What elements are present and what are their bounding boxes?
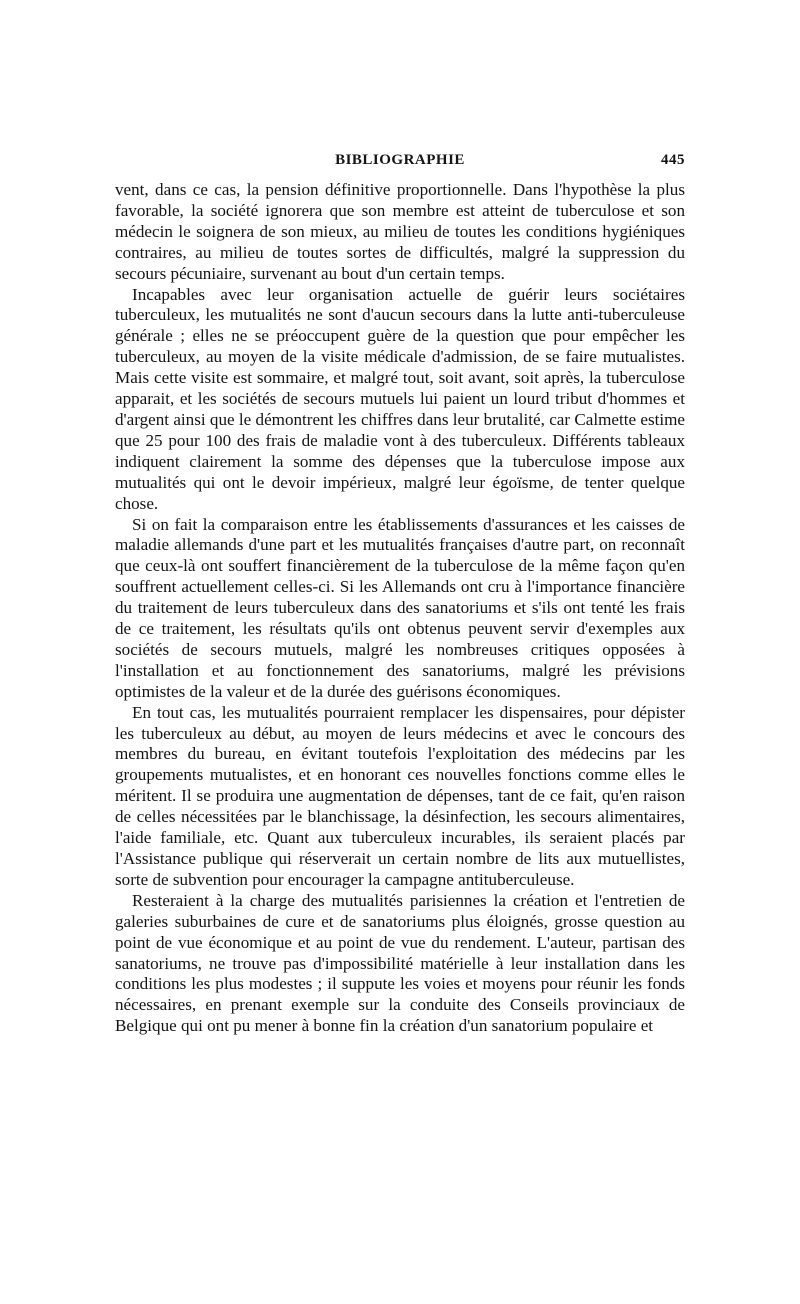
paragraph: Resteraient à la charge des mutualités parisiennes la création et l'entretien de galeries suburbaines de cure et de sanatoriums plus éloignés, grosse question au point de vue économique et au point de vue du rendement. L'auteur, partisan des sanatoriums, ne trouve pas d'impossibilité matérielle à leur installation dans les conditions les plus modestes ; il suppute les voies et moyens pour réunir les fonds nécessaires, en prenant exemple sur la conduite des Conseils provinciaux de Belgique qui ont pu mener à bonne fin la création d'un sanatorium populaire et — [115, 890, 685, 1036]
running-header — [115, 150, 685, 176]
page-number: 445 — [661, 152, 685, 168]
body-text — [115, 180, 685, 1037]
paragraph-continued: vent, dans ce cas, la pension définitive proportionnelle. Dans l'hypothèse la plus favorable, la société ignorera que son membre est atteint de tuberculose et son médecin le soignera de son mieux, au milieu de toutes les conditions hygiéniques contraires, au milieu de toutes sortes de difficultés, malgré la suppression du secours pécuniaire, survenant au bout d'un certain temps. — [115, 180, 685, 283]
paragraph: Si on fait la comparaison entre les établissements d'assurances et les caisses de maladie allemands d'une part et les mutualités françaises d'autre part, on reconnaît que ceux-là ont souffert financièrement de la tuberculose de la même façon qu'en souffrent actuellement celles-ci. Si les Allemands ont cru à l'importance financière du traitement de leurs tuberculeux dans des sanatoriums et s'ils ont tenté les frais de ce traitement, les résultats qu'ils ont obtenus peuvent servir d'exemples aux sociétés de secours mutuels, malgré les nombreuses critiques opposées à l'installation et au fonctionnement des sanatoriums, malgré les prévisions optimistes de la valeur et de la durée des guérisons économiques. — [115, 514, 685, 701]
paragraph: En tout cas, les mutualités pourraient remplacer les dispensaires, pour dépister les tuberculeux au début, au moyen de leurs médecins et avec le concours des membres du bureau, en évitant toutefois l'exploitation des médecins par les groupements mutualistes, et en honorant ces nouvelles fonctions comme elles le méritent. Il se produira une augmentation de dépenses, tant de ce fait, qu'en raison de celles nécessitées par le blanchissage, la désinfection, les secours alimentaires, l'aide familiale, etc. Quant aux tuberculeux incurables, ils seraient placés par l'Assistance publique qui réserverait un certain nombre de lits aux mutuellistes, sorte de subvention pour encourager la campagne antituberculeuse. — [115, 702, 685, 889]
running-title: BIBLIOGRAPHIE — [335, 152, 465, 168]
book-page — [115, 150, 685, 1037]
paragraph: Incapables avec leur organisation actuelle de guérir leurs sociétaires tuberculeux, les mutualités ne sont d'aucun secours dans la lutte anti-tuberculeuse générale ; elles ne se préoccupent guère de la question que pour empêcher les tuberculeux, au moyen de la visite médicale d'admission, de se faire mutualistes. Mais cette visite est sommaire, et malgré tout, soit avant, soit après, la tuberculose apparait, et les sociétés de secours mutuels lui paient un lourd tribut d'hommes et d'argent ainsi que le démontrent les chiffres dans leur brutalité, car Calmette estime que 25 pour 100 des frais de maladie vont à des tuberculeux. Différents tableaux indiquent clairement la somme des dépenses que la tuberculose impose aux mutualités qui ont le devoir impérieux, malgré leur égoïsme, de tenter quelque chose. — [115, 284, 685, 513]
